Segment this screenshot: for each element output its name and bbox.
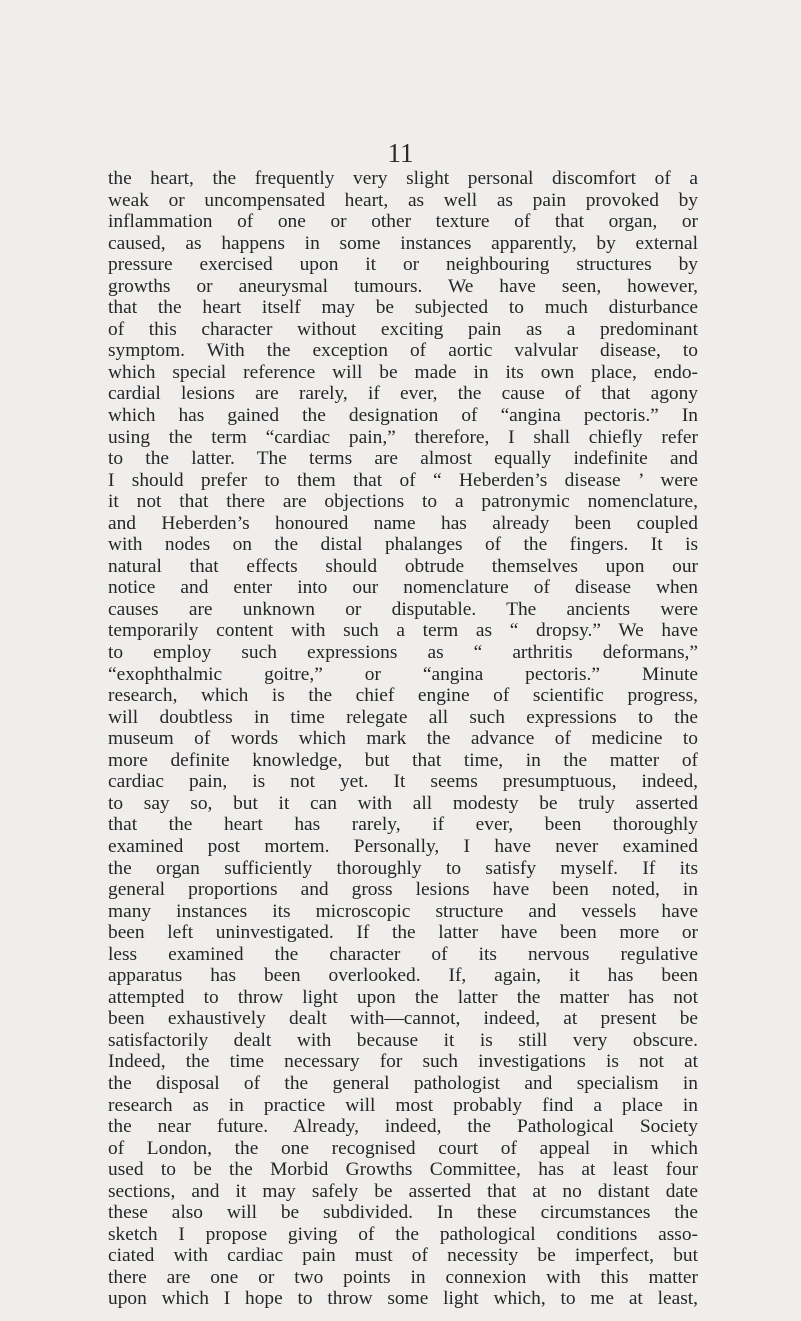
text-line: upon which I hope to throw some light which, to me at least, — [108, 1288, 698, 1310]
text-line: which special reference will be made in its own place, endo- — [108, 361, 698, 383]
text-line: symptom. With the exception of aortic valvular disease, to — [108, 340, 698, 362]
text-line: sections, and it may safely be asserted that at no distant date — [108, 1180, 698, 1202]
text-line: sketch I propose giving of the pathological conditions asso- — [108, 1223, 698, 1245]
text-line: of this character without exciting pain as a predominant — [108, 318, 698, 340]
text-line: caused, as happens in some instances apparently, by external — [108, 232, 698, 254]
text-line: used to be the Morbid Growths Committee, has at least four — [108, 1159, 698, 1181]
text-line: there are one or two points in connexion with this matter — [108, 1266, 698, 1288]
text-line: causes are unknown or disputable. The ancients were — [108, 598, 698, 620]
text-line: the organ sufficiently thoroughly to satisfy myself. If its — [108, 857, 698, 879]
text-line: weak or uncompensated heart, as well as pain provoked by — [108, 189, 698, 211]
body-paragraph — [108, 168, 698, 1310]
text-line: attempted to throw light upon the latter the matter has not — [108, 986, 698, 1008]
text-line: general proportions and gross lesions have been noted, in — [108, 879, 698, 901]
text-line: ciated with cardiac pain must of necessity be imperfect, but — [108, 1245, 698, 1267]
text-line: growths or aneurysmal tumours. We have seen, however, — [108, 275, 698, 297]
text-line: more definite knowledge, but that time, in the matter of — [108, 749, 698, 771]
text-line: “exophthalmic goitre,” or “angina pectoris.” Minute — [108, 663, 698, 685]
text-line: inflammation of one or other texture of that organ, or — [108, 211, 698, 233]
text-line: these also will be subdivided. In these circumstances the — [108, 1202, 698, 1224]
text-line: that the heart has rarely, if ever, been thoroughly — [108, 814, 698, 836]
text-line: been exhaustively dealt with—cannot, indeed, at present be — [108, 1008, 698, 1030]
text-line: to employ such expressions as “ arthritis deformans,” — [108, 642, 698, 664]
text-line: I should prefer to them that of “ Heberden’s disease ’ were — [108, 469, 698, 491]
text-line: research as in practice will most probably find a place in — [108, 1094, 698, 1116]
text-line: been left uninvestigated. If the latter have been more or — [108, 922, 698, 944]
text-line: research, which is the chief engine of scientific progress, — [108, 685, 698, 707]
text-line: many instances its microscopic structure and vessels have — [108, 900, 698, 922]
text-line: to the latter. The terms are almost equally indefinite and — [108, 448, 698, 470]
text-line: the disposal of the general pathologist and specialism in — [108, 1072, 698, 1094]
text-line: cardiac pain, is not yet. It seems presumptuous, indeed, — [108, 771, 698, 793]
text-line: which has gained the designation of “angina pectoris.” In — [108, 405, 698, 427]
text-line: notice and enter into our nomenclature of disease when — [108, 577, 698, 599]
text-line: temporarily content with such a term as “ dropsy.” We have — [108, 620, 698, 642]
text-line: natural that effects should obtrude themselves upon our — [108, 555, 698, 577]
text-line: pressure exercised upon it or neighbouring structures by — [108, 254, 698, 276]
text-line: of London, the one recognised court of appeal in which — [108, 1137, 698, 1159]
text-line: cardial lesions are rarely, if ever, the cause of that agony — [108, 383, 698, 405]
text-line: with nodes on the distal phalanges of the fingers. It is — [108, 534, 698, 556]
text-line: using the term “cardiac pain,” therefore, I shall chiefly refer — [108, 426, 698, 448]
text-line: the heart, the frequently very slight personal discomfort of a — [108, 168, 698, 189]
text-line: the near future. Already, indeed, the Pathological Society — [108, 1116, 698, 1138]
text-line: examined post mortem. Personally, I have never examined — [108, 835, 698, 857]
text-line: apparatus has been overlooked. If, again, it has been — [108, 965, 698, 987]
text-line: Indeed, the time necessary for such investigations is not at — [108, 1051, 698, 1073]
text-line: museum of words which mark the advance of medicine to — [108, 728, 698, 750]
text-line: and Heberden’s honoured name has already been coupled — [108, 512, 698, 534]
text-line: that the heart itself may be subjected to much disturbance — [108, 297, 698, 319]
text-line: will doubtless in time relegate all such expressions to the — [108, 706, 698, 728]
text-line: to say so, but it can with all modesty be truly asserted — [108, 792, 698, 814]
text-line: it not that there are objections to a patronymic nomenclature, — [108, 491, 698, 513]
text-line: satisfactorily dealt with because it is still very obscure. — [108, 1029, 698, 1051]
page-number: 11 — [387, 138, 414, 168]
text-line: less examined the character of its nervous regulative — [108, 943, 698, 965]
